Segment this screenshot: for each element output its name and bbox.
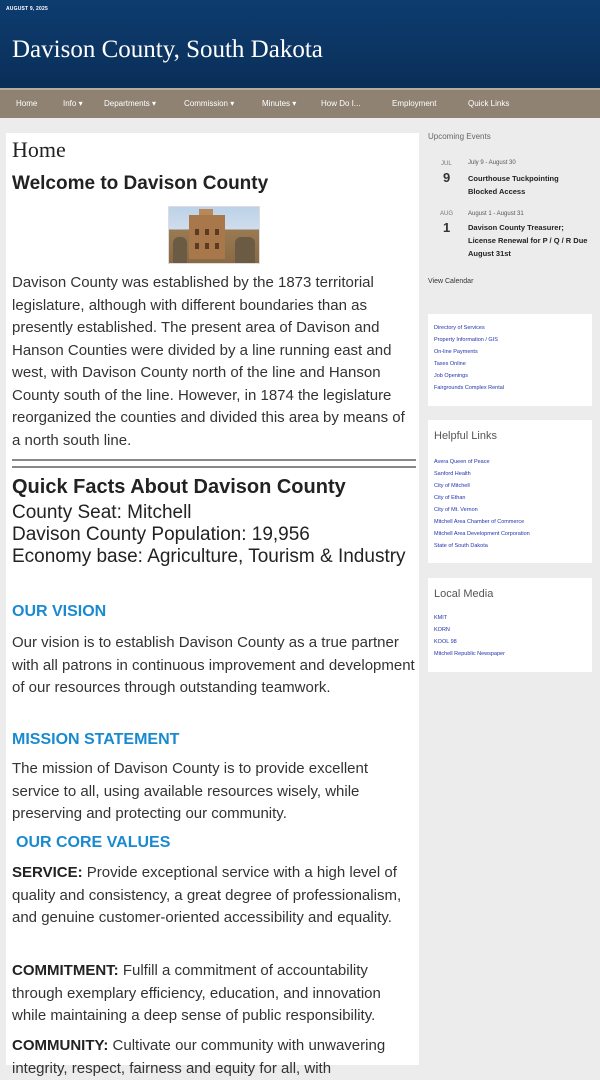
helpful-link[interactable]: Sanford Health: [434, 471, 471, 477]
service-link[interactable]: Property Information / GIS: [434, 337, 498, 343]
event-title-link[interactable]: Courthouse Tuckpointing Blocked Access: [468, 174, 559, 196]
intro-paragraph: Davison County was established by the 1873 territorial legislature, although with different boundaries than as presently established. The present area of Davison and Hanson Counties were divided by a line running east and west, with Davison County north of the line and Hanson County south of the line. However, in 1874 the legislature reorganized the counties and divided this area by means of a north south line.: [12, 274, 405, 449]
event-month: JUL: [441, 161, 452, 167]
vision-text: Our vision is to establish Davison County as a true partner with all patrons in continuous improvement and development of our resources through outstanding teamwork.: [12, 634, 415, 696]
helpful-link[interactable]: City of Mt. Vernon: [434, 507, 478, 513]
view-calendar-link[interactable]: View Calendar: [428, 278, 474, 285]
media-link[interactable]: KORN: [434, 627, 450, 633]
nav-how-do-i[interactable]: How Do I...: [321, 99, 361, 108]
header-date: AUGUST 9, 2025: [6, 6, 48, 12]
helpful-link[interactable]: Mitchell Area Development Corporation: [434, 531, 530, 537]
nav-commission[interactable]: Commission ▾: [184, 99, 235, 108]
nav-employment[interactable]: Employment: [392, 99, 437, 108]
media-link[interactable]: KMIT: [434, 615, 448, 621]
nav-quick-links[interactable]: Quick Links: [468, 99, 510, 108]
mission-text: The mission of Davison County is to provide excellent service to all, using available resources wisely, while preserving and protecting our community.: [12, 760, 369, 822]
event-day: 9: [443, 170, 451, 185]
page-title: Home: [12, 137, 66, 162]
economy-base: Economy base: Agriculture, Tourism & Industry: [12, 546, 406, 567]
nav-home[interactable]: Home: [16, 99, 38, 108]
event-month: AUG: [440, 211, 454, 217]
event-date: July 9 - August 30: [468, 160, 516, 166]
helpful-link[interactable]: City of Ethan: [434, 495, 466, 501]
media-link[interactable]: Mitchell Republic Newspaper: [434, 651, 505, 657]
chevron-down-icon: ▾: [78, 99, 83, 108]
nav-info[interactable]: Info ▾: [63, 99, 83, 108]
event-title-link[interactable]: Davison County Treasurer; License Renewal for P / Q / R Due August 31st: [468, 223, 588, 258]
helpful-link[interactable]: Mitchell Area Chamber of Commerce: [434, 519, 525, 525]
nav-departments[interactable]: Departments ▾: [104, 99, 157, 108]
chevron-down-icon: ▾: [292, 99, 297, 108]
services-panel: [428, 314, 592, 406]
core-values-heading: OUR CORE VALUES: [16, 834, 171, 851]
chevron-down-icon: ▾: [152, 99, 157, 108]
helpful-link[interactable]: Avera Queen of Peace: [434, 459, 490, 465]
service-link[interactable]: Job Openings: [434, 373, 468, 379]
service-link[interactable]: Taxes Online: [434, 361, 466, 367]
welcome-heading: Welcome to Davison County: [12, 173, 269, 194]
value-service: SERVICE: Provide exceptional service with a high level of quality and consistency, a great degree of professionalism, and genuine customer-oriented accessibility and equality.: [12, 864, 402, 926]
courthouse-photo: [168, 206, 260, 264]
local-media-title: Local Media: [434, 588, 494, 600]
population: Davison County Population: 19,956: [12, 524, 310, 545]
mission-heading: MISSION STATEMENT: [12, 731, 180, 748]
helpful-links-title: Helpful Links: [434, 430, 497, 442]
local-media-panel: [428, 578, 592, 672]
quick-facts-heading: Quick Facts About Davison County: [12, 476, 346, 498]
site-title[interactable]: Davison County, South Dakota: [12, 36, 323, 63]
upcoming-events-title: Upcoming Events: [428, 132, 491, 141]
chevron-down-icon: ▾: [230, 99, 235, 108]
helpful-link[interactable]: City of Mitchell: [434, 483, 470, 489]
main-nav: [0, 88, 600, 118]
main-content: [6, 133, 419, 1077]
vision-heading: OUR VISION: [12, 603, 107, 620]
value-community: COMMUNITY: Cultivate our community with unwavering integrity, respect, fairness and equity for all, with: [12, 1037, 386, 1077]
helpful-links-panel: [428, 420, 592, 563]
event-date: August 1 - August 31: [468, 211, 524, 217]
service-link[interactable]: Fairgrounds Complex Rental: [434, 385, 505, 391]
value-commitment: COMMITMENT: Fulfill a commitment of accountability through exemplary efficiency, education, and innovation while maintaining a deep sense of public responsibility.: [12, 962, 381, 1024]
service-link[interactable]: On-line Payments: [434, 349, 478, 355]
service-link[interactable]: Directory of Services: [434, 325, 485, 331]
helpful-link[interactable]: State of South Dakota: [434, 543, 488, 549]
media-link[interactable]: KOOL 98: [434, 639, 457, 645]
event-day: 1: [443, 220, 451, 235]
nav-minutes[interactable]: Minutes ▾: [262, 99, 297, 108]
site-header: [0, 0, 600, 88]
divider: [12, 459, 416, 468]
county-seat: County Seat: Mitchell: [12, 502, 192, 523]
